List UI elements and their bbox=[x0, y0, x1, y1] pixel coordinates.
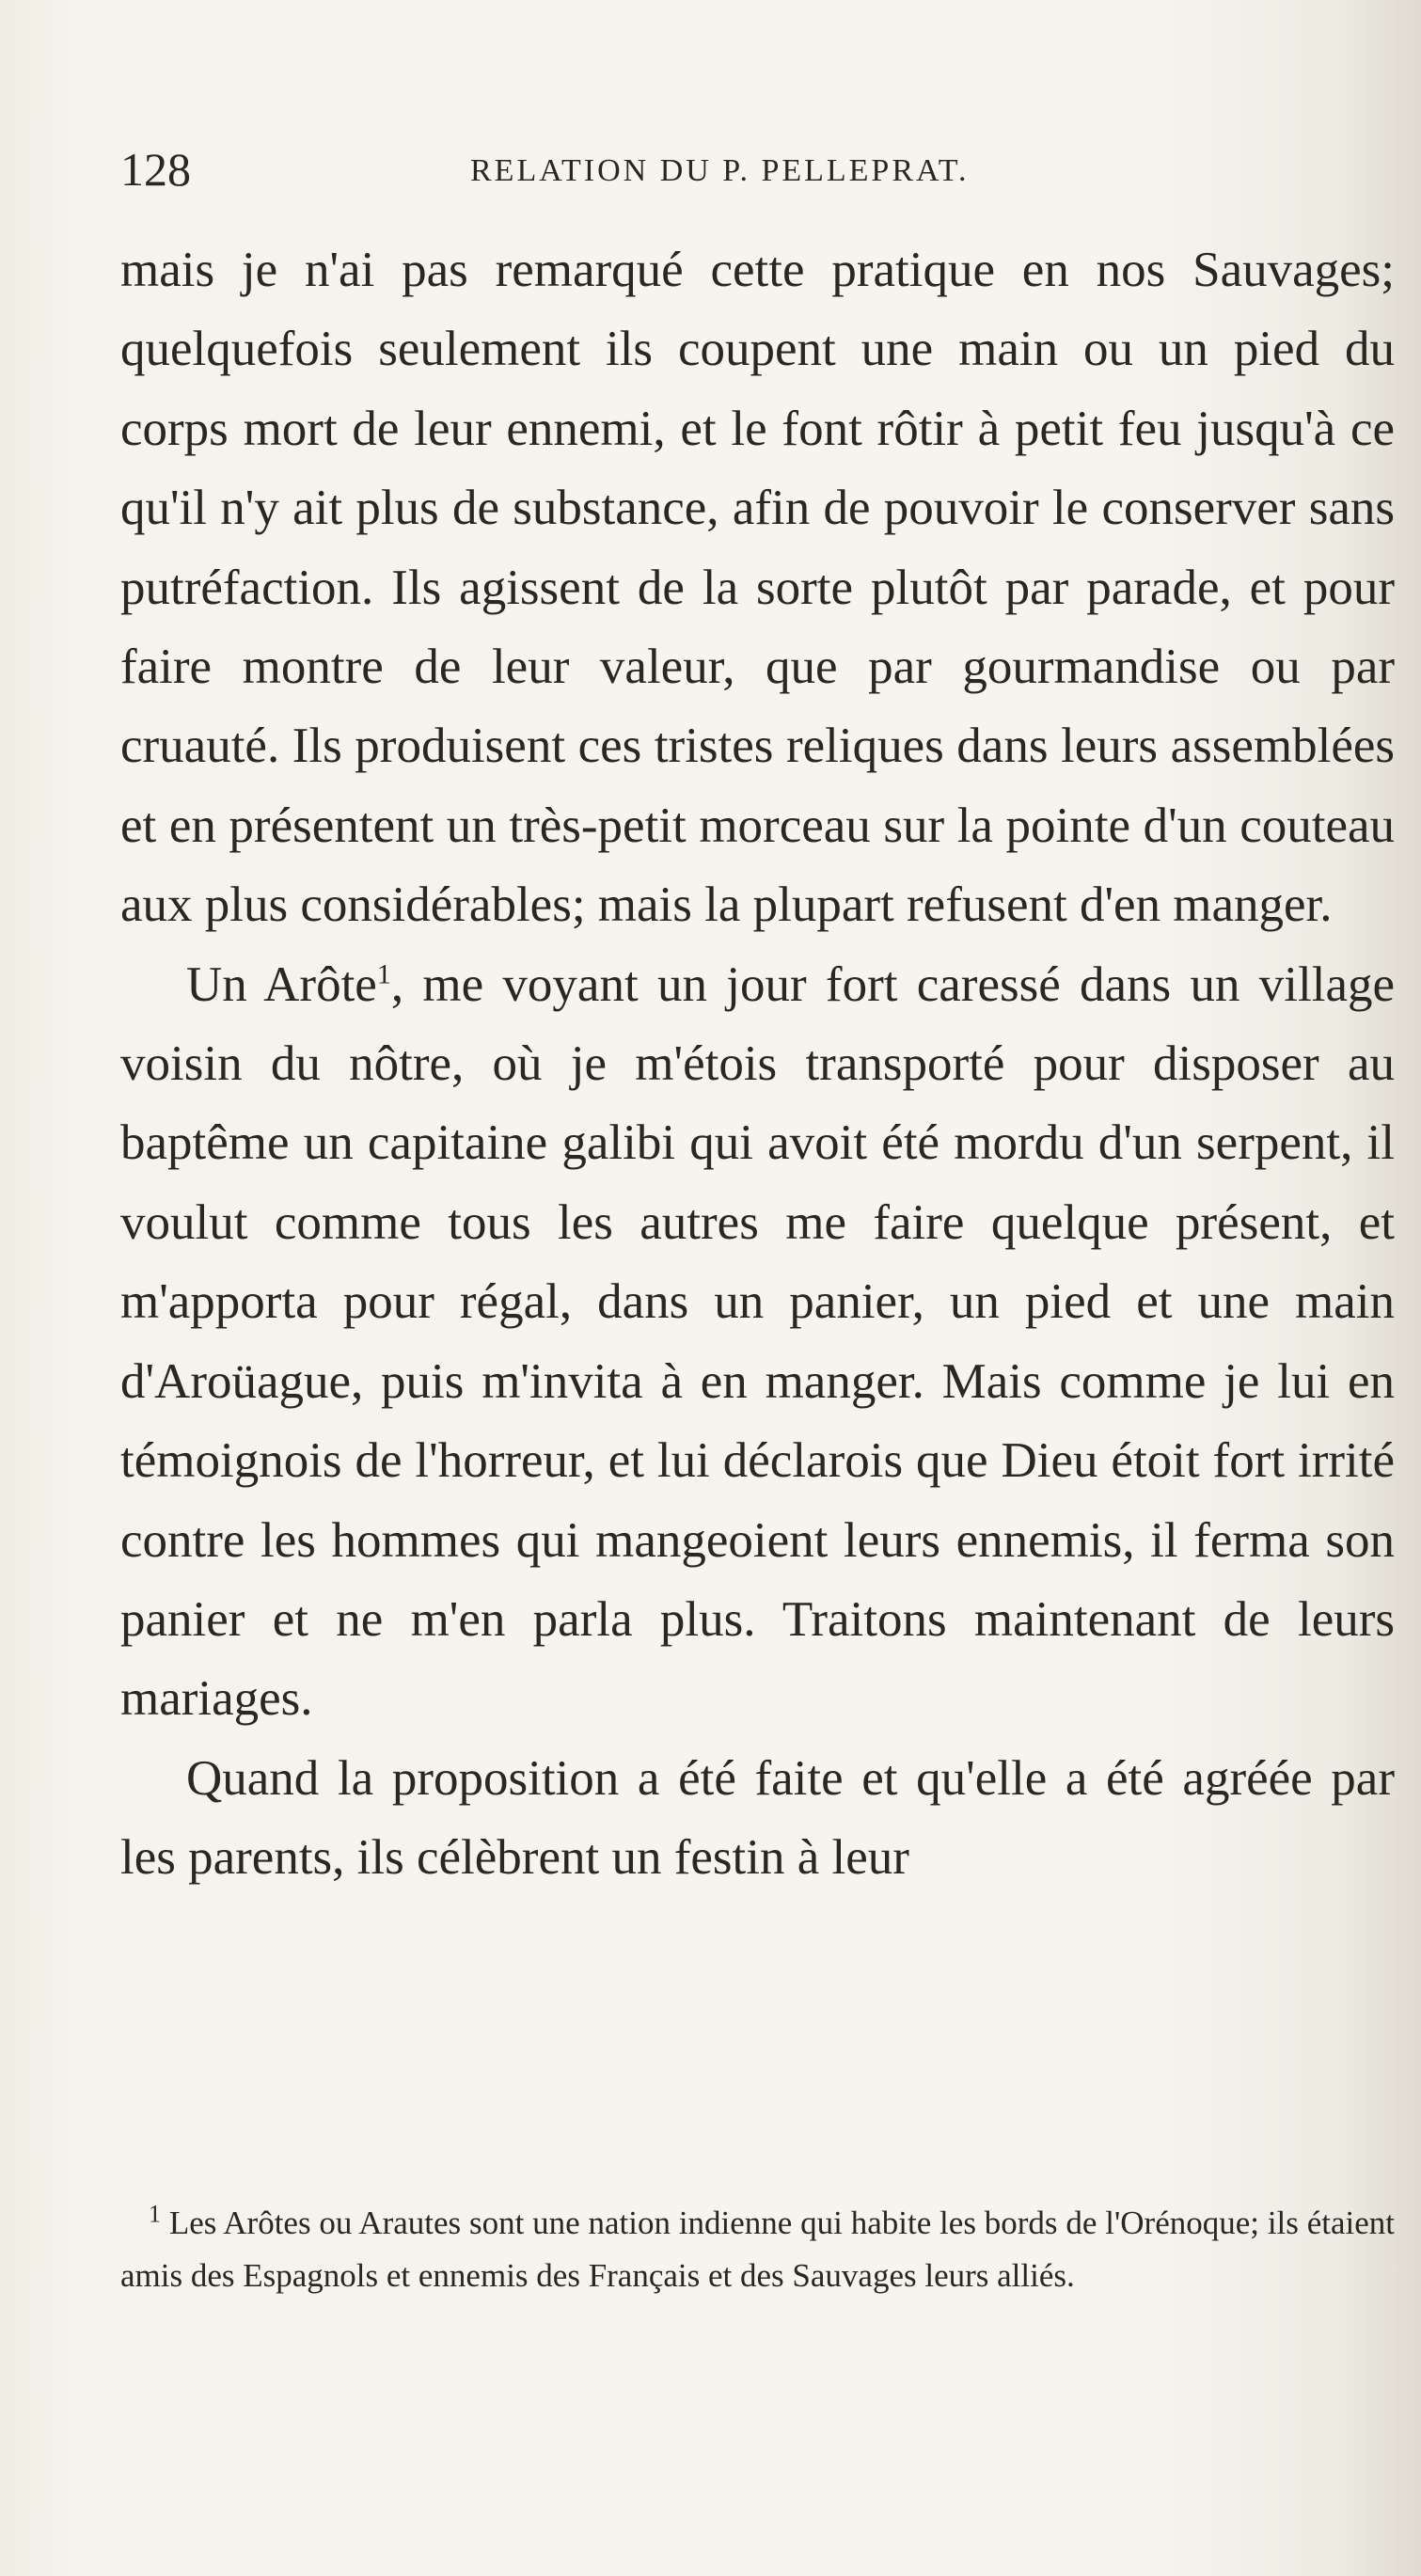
page-number: 128 bbox=[120, 143, 191, 196]
body-text bbox=[120, 230, 1395, 1898]
paragraph-arote-rest: , me voyant un jour fort caressé dans un village voisin du nôtre, où je m'étois transporté pour disposer au baptême un capitaine galibi qui avoit été mordu d'un serpent, il voulut comme tous les autres me faire quelque présent, et m'apporta pour régal, dans un panier, un pied et une main d'Aroüague, puis m'invita à en manger. Mais comme je lui en témoignois de l'horreur, et lui déclarois que Dieu étoit fort irrité contre les hommes qui mangeoient leurs ennemis, il ferma son panier et ne m'en parla plus. Traitons maintenant de leurs mariages. bbox=[120, 956, 1396, 1727]
running-title: RELATION DU P. PELLEPRAT. bbox=[470, 153, 970, 188]
footnote bbox=[120, 2197, 1395, 2302]
paragraph-continuation: mais je n'ai pas remarqué cette pratique en nos Sauvages; quelquefois seulement ils coupent une main ou un pied du corps mort de leur ennemi, et le font rôtir à petit feu jusqu'à ce qu'il n'y ait plus de substance, afin de pouvoir le conserver sans putréfaction. Ils agissent de la sorte plutôt par parade, et pour faire montre de leur valeur, que par gourmandise ou par cruauté. Ils produisent ces tristes reliques dans leurs assemblées et en présentent un très-petit morceau sur la pointe d'un couteau aux plus considérables; mais la plupart refusent d'en manger. bbox=[120, 243, 1395, 933]
footnote-text: Les Arôtes ou Arautes sont une nation indienne qui habite les bords de l'Orénoque; ils étaient amis des Espagnols et ennemis des Français et des Sauvages leurs alliés. bbox=[120, 2205, 1395, 2294]
footnotes bbox=[120, 2197, 1395, 2302]
paragraph-arote-start: Un Arôte bbox=[186, 956, 377, 1012]
footnote-reference: 1 bbox=[376, 958, 391, 989]
paragraph-marriage: Quand la proposition a été faite et qu'elle a été agréée par les parents, ils célèbrent un festin à leur bbox=[120, 1750, 1395, 1886]
running-head bbox=[120, 141, 1395, 198]
paragraph-arote bbox=[120, 945, 1395, 1739]
footnote-mark: 1 bbox=[149, 2200, 161, 2228]
